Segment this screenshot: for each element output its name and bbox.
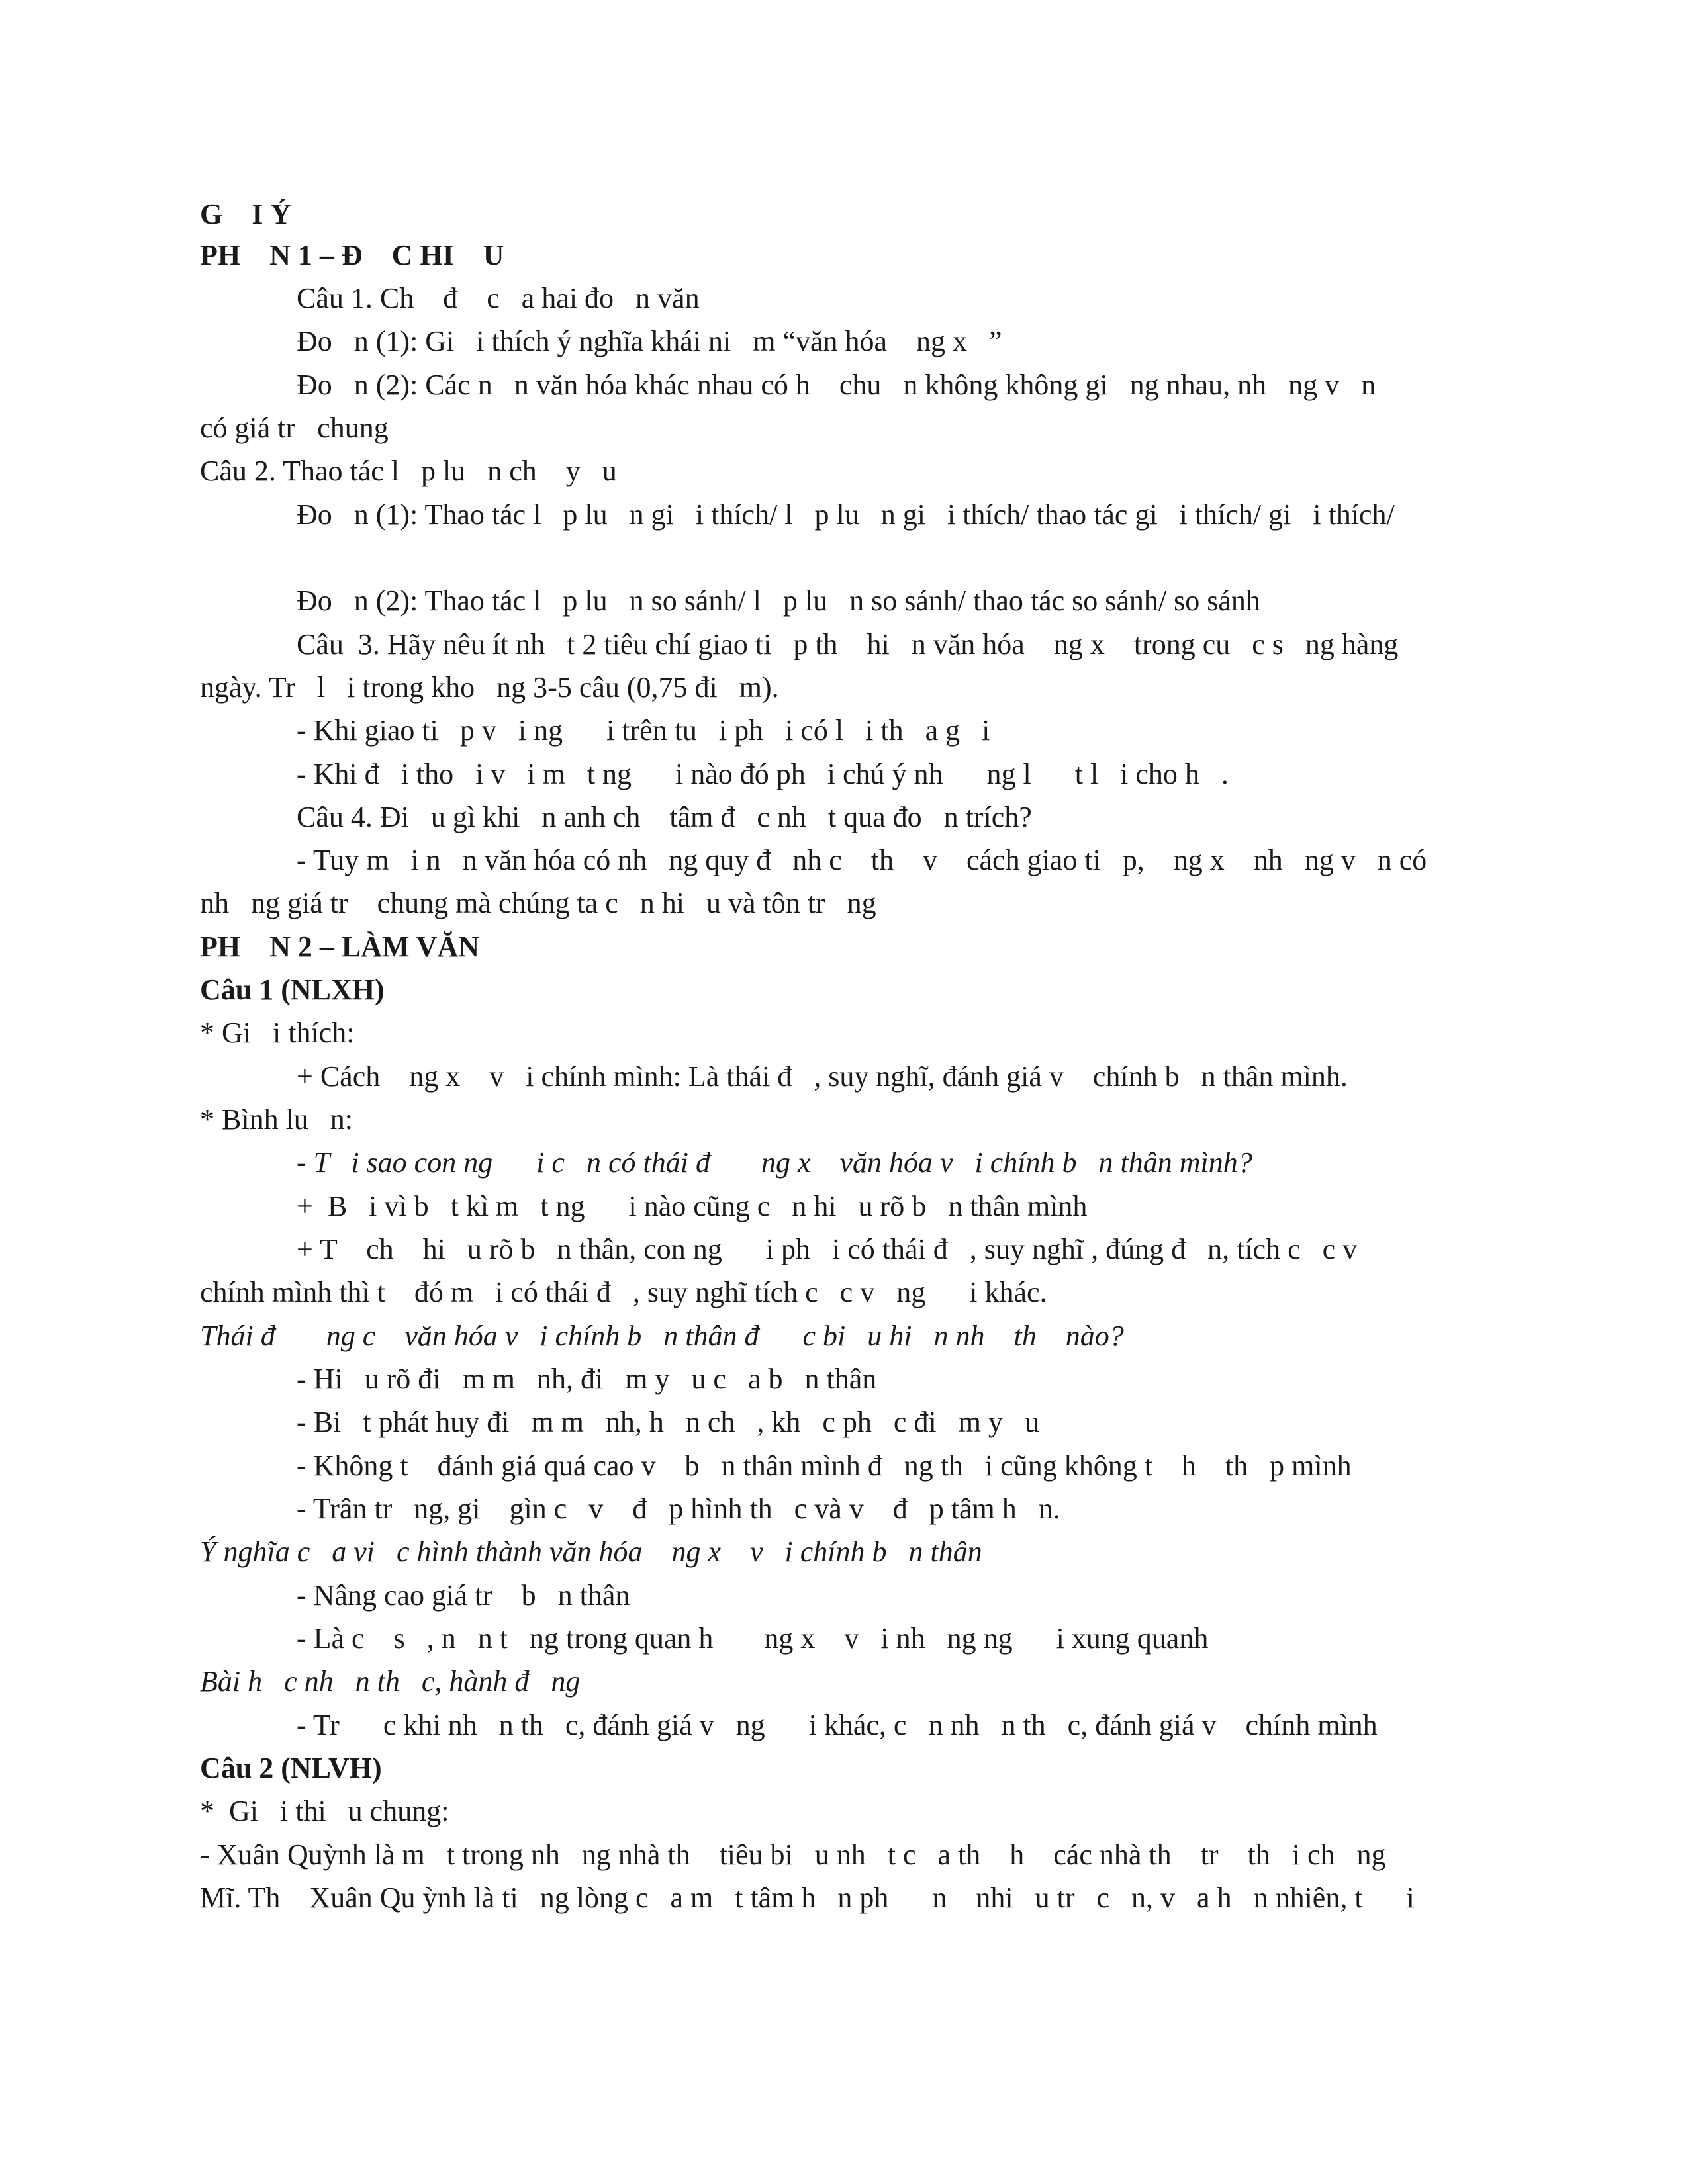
text-line: nh ng giá tr chung mà chúng ta c n hi u và tôn tr ng [200, 887, 876, 919]
list-item: - Trân tr ng, gi gìn c v đ p hình th c và v đ p tâm h n. [297, 1492, 1060, 1525]
heading-question-1: Câu 1 (NLXH) [200, 974, 385, 1006]
text-line: Mĩ. Th Xuân Qu ỳnh là ti ng lòng c a m t tâm h n ph n nhi u tr c n, v a h n nhiên, t i [200, 1882, 1415, 1914]
text-line: Câu 3. Hãy nêu ít nh t 2 tiêu chí giao ti p th hi n văn hóa ng x trong cu c s ng hàng [297, 628, 1399, 660]
list-item: - Khi giao ti p v i ng i trên tu i ph i có l i th a g i [297, 714, 990, 747]
italic-subheading: Thái đ ng c văn hóa v i chính b n thân đ c bi u hi n nh th nào? [200, 1320, 1124, 1352]
heading-answer-guide: G I Ý [200, 198, 292, 230]
text-line: Đo n (1): Gi i thích ý nghĩa khái ni m “văn hóa ng x ” [297, 325, 1002, 357]
text-line: * Gi i thi u chung: [200, 1795, 449, 1827]
text-line: Đo n (1): Thao tác l p lu n gi i thích/ l p lu n gi i thích/ thao tác gi i thích/ gi i thích/ [297, 498, 1395, 531]
text-line: Câu 4. Đi u gì khi n anh ch tâm đ c nh t qua đo n trích? [297, 801, 1032, 833]
list-item: - Hi u rõ đi m m nh, đi m y u c a b n thân [297, 1363, 877, 1395]
text-line: Câu 1. Ch đ c a hai đo n văn [297, 282, 700, 314]
text-line: Câu 2. Thao tác l p lu n ch y u [200, 455, 617, 487]
heading-question-2: Câu 2 (NLVH) [200, 1752, 382, 1784]
text-line: Đo n (2): Thao tác l p lu n so sánh/ l p lu n so sánh/ thao tác so sánh/ so sánh [297, 584, 1260, 617]
text-line: ngày. Tr l i trong kho ng 3-5 câu (0,75 đi m). [200, 671, 779, 704]
heading-part-2: PH N 2 – LÀM VĂN [200, 931, 480, 963]
list-item: - Bi t phát huy đi m m nh, h n ch , kh c ph c đi m y u [297, 1406, 1039, 1438]
list-item: - Là c s , n n t ng trong quan h ng x v i nh ng ng i xung quanh [297, 1622, 1209, 1655]
list-item: + B i vì b t kì m t ng i nào cũng c n hi u rõ b n thân mình [297, 1190, 1088, 1222]
text-line: chính mình thì t đó m i có thái đ , suy nghĩ tích c c v ng i khác. [200, 1276, 1047, 1308]
text-line: * Bình lu n: [200, 1103, 353, 1136]
list-item: - Tr c khi nh n th c, đánh giá v ng i khác, c n nh n th c, đánh giá v chính mình [297, 1709, 1378, 1741]
text-line: Đo n (2): Các n n văn hóa khác nhau có h chu n không không gi ng nhau, nh ng v n [297, 369, 1376, 401]
list-item: - Nâng cao giá tr b n thân [297, 1579, 630, 1612]
list-item: - Khi đ i tho i v i m t ng i nào đó ph i chú ý nh ng l t l i cho h . [297, 758, 1229, 790]
italic-subheading: Ý nghĩa c a vi c hình thành văn hóa ng x v i chính b n thân [200, 1535, 982, 1568]
heading-part-1: PH N 1 – Đ C HI U [200, 239, 504, 271]
text-line: * Gi i thích: [200, 1017, 355, 1049]
list-item: - Tuy m i n n văn hóa có nh ng quy đ nh c th v cách giao ti p, ng x nh ng v n có [297, 844, 1427, 876]
text-line: có giá tr chung [200, 412, 389, 444]
list-item: + Cách ng x v i chính mình: Là thái đ , suy nghĩ, đánh giá v chính b n thân mình. [297, 1060, 1348, 1093]
italic-subheading: - T i sao con ng i c n có thái đ ng x văn hóa v i chính b n thân mình? [297, 1146, 1252, 1179]
list-item: - Không t đánh giá quá cao v b n thân mình đ ng th i cũng không t h th p mình [297, 1449, 1352, 1482]
italic-subheading: Bài h c nh n th c, hành đ ng [200, 1665, 581, 1698]
list-item: + T ch hi u rõ b n thân, con ng i ph i có thái đ , suy nghĩ , đúng đ n, tích c c v [297, 1233, 1358, 1265]
text-line: - Xuân Quỳnh là m t trong nh ng nhà th tiêu bi u nh t c a th h các nhà th tr th i ch ng [200, 1839, 1386, 1871]
